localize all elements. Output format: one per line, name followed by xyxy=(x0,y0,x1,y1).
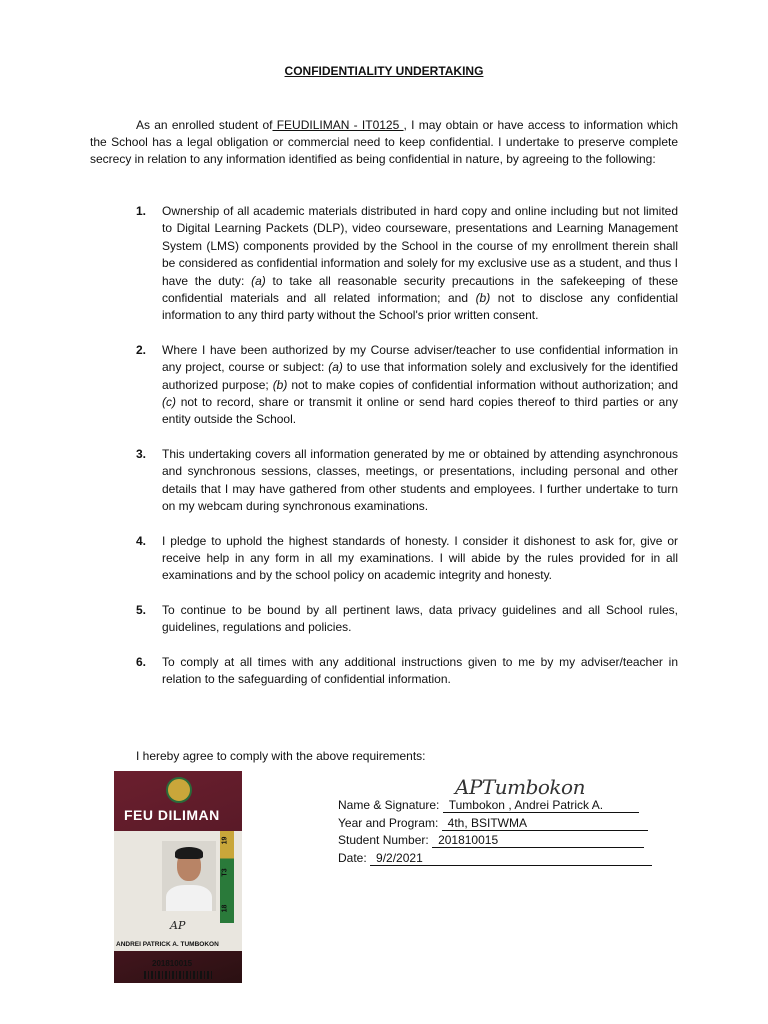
item-text: (c) xyxy=(162,395,176,410)
id-signature: AP xyxy=(170,919,186,932)
item-text: (b) xyxy=(475,291,491,306)
item-text: not to record, share or transmit it online or send hard copies thereof to third parties or any entity outside the School. xyxy=(162,395,678,427)
year-value: 4th, BSITWMA xyxy=(442,816,648,831)
item-text: Ownership of all academic materials distributed in hard copy and online including but not limited to Digital Learning Packets (DLP), video courseware, presentations and Learning Management System (LMS) components provided by the School in the course of my enrollment therein shall be considered as confidential information and solely for my exclusive use as a student, and thus I have the duty: xyxy=(162,204,678,288)
school-name: FEUDILIMAN - IT0125 xyxy=(272,118,404,132)
item-number: 3. xyxy=(136,446,147,461)
item-text: to take all reasonable security precautions in the safekeeping of these confidential materials and all related information; and xyxy=(162,273,678,306)
list-item xyxy=(90,533,678,585)
intro-after: , I may obtain or have access to information which the School has a legal obligation or commercial need to keep confidential. I undertake to preserve complete secrecy in relation to any information identified as being confidential in nature, by agreeing to the following: xyxy=(90,118,678,166)
school-seal-icon xyxy=(166,777,192,803)
list-item xyxy=(90,602,678,637)
list-item xyxy=(90,446,678,516)
item-number: 2. xyxy=(136,342,147,357)
item-number: 5. xyxy=(136,602,147,617)
student-id-card xyxy=(114,771,242,983)
item-text: (a) xyxy=(251,273,266,288)
item-text: Where I have been authorized by my Course adviser/teacher to use confidential information in any project, course or subject: xyxy=(162,342,678,375)
item-text: not to disclose any confidential information to any third party without the School's prior written consent. xyxy=(162,291,678,323)
agree-statement: I hereby agree to comply with the above requirements: xyxy=(136,749,426,763)
student-number-label: Student Number: xyxy=(338,833,429,847)
item-text: I pledge to uphold the highest standards of honesty. I consider it dishonest to ask for, give or receive help in any form in all my examinations. I will abide by the rules provided for in all examinations and by the school policy on academic integrity and honesty. xyxy=(162,533,678,583)
id-bar-mid: T3 xyxy=(221,868,229,877)
list-item xyxy=(90,203,678,325)
item-text: To continue to be bound by all pertinent laws, data privacy guidelines and all School rules, guidelines, regulations and policies. xyxy=(162,602,678,635)
date-value: 9/2/2021 xyxy=(370,851,652,866)
item-text: To comply at all times with any additional instructions given to me by my adviser/teacher in relation to the safeguarding of confidential information. xyxy=(162,654,678,686)
year-label: Year and Program: xyxy=(338,815,439,830)
student-number-row xyxy=(338,833,652,851)
id-bar-bottom: 18 xyxy=(221,904,229,913)
item-text: (b) xyxy=(272,377,288,392)
id-student-number: 201810015 xyxy=(152,959,193,968)
name-row xyxy=(338,798,652,816)
item-text: (a) xyxy=(328,360,343,375)
date-label: Date: xyxy=(338,850,367,865)
document-title: CONFIDENTIALITY UNDERTAKING xyxy=(284,64,484,78)
id-school-name: FEU DILIMAN xyxy=(124,807,220,823)
id-year-bar xyxy=(220,831,234,923)
item-text: to use that information solely and exclusively for the identified authorized purpose; xyxy=(162,360,678,392)
name-label: Name & Signature: xyxy=(338,798,440,812)
name-value: Tumbokon , Andrei Patrick A. xyxy=(443,798,639,813)
item-number: 1. xyxy=(136,204,147,218)
id-photo xyxy=(162,841,216,911)
item-number: 4. xyxy=(136,533,147,548)
id-student-name: ANDREI PATRICK A. TUMBOKON xyxy=(116,941,219,948)
id-barcode xyxy=(144,971,214,979)
date-row xyxy=(338,851,652,869)
handwritten-signature: APTumbokon xyxy=(455,775,585,799)
item-number: 6. xyxy=(136,654,147,669)
intro-paragraph xyxy=(90,117,678,168)
item-text: not to make copies of confidential information without authorization; and xyxy=(287,377,678,392)
intro-before: As an enrolled student of xyxy=(136,118,273,132)
year-row xyxy=(338,816,652,834)
id-bar-top: 19 xyxy=(221,836,229,845)
list-item xyxy=(90,654,678,689)
undertaking-list xyxy=(90,203,678,688)
signature-form xyxy=(338,798,652,868)
student-number-value: 201810015 xyxy=(432,833,644,848)
list-item xyxy=(90,342,678,429)
item-text: This undertaking covers all information generated by me or obtained by attending asynchronous and synchronous sessions, classes, meetings, or presentations, including personal and other details that I may have gathered from other students and employees. I further undertake to turn on my webcam during synchronous examinations. xyxy=(162,446,678,514)
